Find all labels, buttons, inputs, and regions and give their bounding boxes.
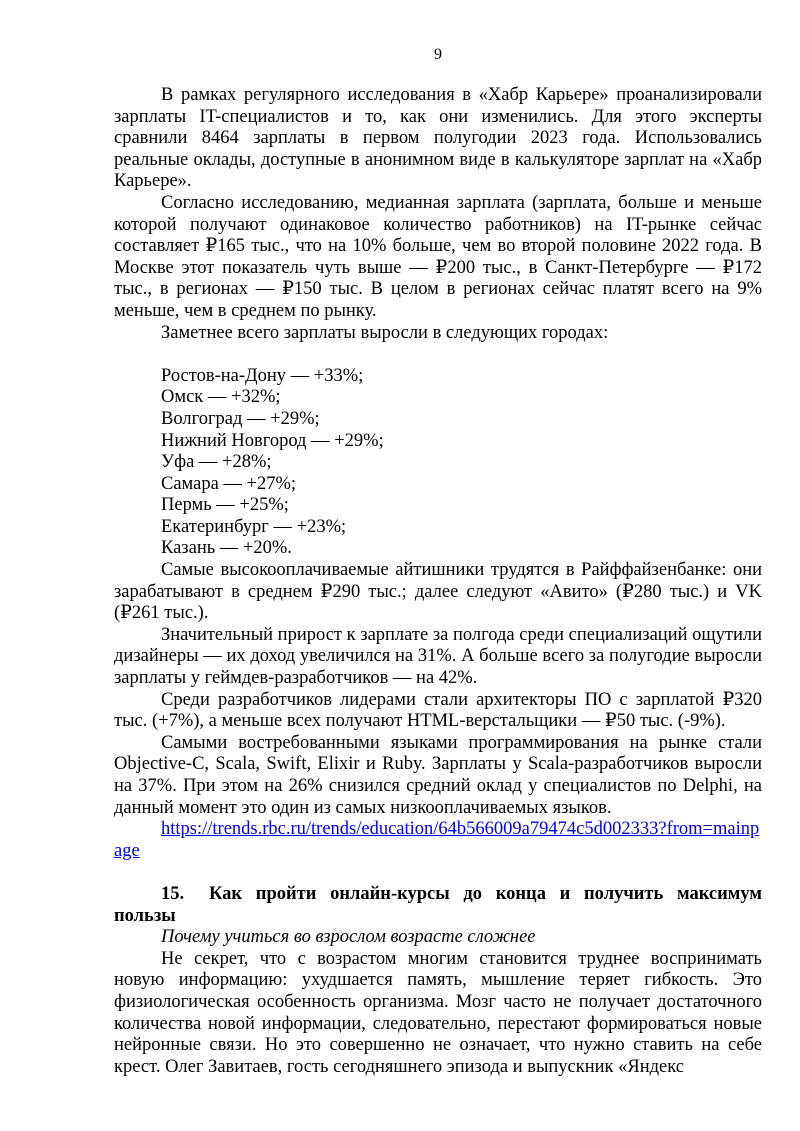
list-item: Омск — +32%; xyxy=(161,387,281,408)
list-item: Самара — +27%; xyxy=(161,473,297,494)
list-item: Пермь — +25%; xyxy=(161,495,289,516)
page-number: 9 xyxy=(434,46,442,63)
section-subtitle: Почему учиться во взрослом возрасте сложнее xyxy=(161,927,536,948)
source-link-paragraph xyxy=(114,819,762,862)
blank-line xyxy=(114,344,762,366)
list-item: Уфа — +28%; xyxy=(161,452,272,473)
list-item: Волгоград — +29%; xyxy=(161,408,320,429)
section-heading xyxy=(114,884,762,927)
list-item: Ростов-на-Дону — +33%; xyxy=(161,365,364,386)
section-title: Как пройти онлайн-курсы до конца и получить максимум пользы xyxy=(114,883,762,926)
city-growth-list xyxy=(114,366,762,560)
paragraph-top-employers: Самые высокооплачиваемые айтишники трудятся в Райффайзенбанке: они зарабатывают в среднем ₽290 тыс.; далее следуют «Авито» (₽280 тыс.) и VK (₽261 тыс.). xyxy=(114,560,762,624)
paragraph-intro: В рамках регулярного исследования в «Хабр Карьере» проанализировали зарплаты IT-специалистов и то, как они изменились. Для этого эксперты сравнили 8464 зарплаты в первом полугодии 2023 года. Использовались реальные оклады, доступные в анонимном виде в калькуляторе зарплат на «Хабр Карьере». xyxy=(114,85,762,192)
body-text xyxy=(114,85,762,1078)
source-link[interactable]: https://trends.rbc.ru/trends/education/64b566009a79474c5d002333?from=mainpage xyxy=(114,819,760,861)
list-item: Казань — +20%. xyxy=(161,538,292,559)
section-number: 15. xyxy=(161,883,185,904)
paragraph-developers: Среди разработчиков лидерами стали архитекторы ПО с зарплатой ₽320 тыс. (+7%), а меньше всех получают HTML-верстальщики — ₽50 тыс. (-9%). xyxy=(114,689,762,732)
list-item: Нижний Новгород — +29%; xyxy=(161,430,384,451)
paragraph-adult-learning: Не секрет, что с возрастом многим становится труднее воспринимать новую информацию: ухудшается память, мышление теряет гибкость. Это физиологическая особенность организма. Мозг часто не получает достаточного количества новой информации, следовательно, перестают формироваться новые нейронные связи. Но это совершенно не означает, что нужно ставить на себе крест. Олег Завитаев, гость сегодняшнего эпизода и выпускник «Яндекс xyxy=(114,948,762,1077)
paragraph-cities-intro: Заметнее всего зарплаты выросли в следующих городах: xyxy=(161,322,609,343)
paragraph-median-salary: Согласно исследованию, медианная зарплата (зарплата, больше и меньше которой получают одинаковое количество работников) на IT-рынке сейчас составляет ₽165 тыс., что на 10% больше, чем во второй половине 2022 года. В Москве этот показатель чуть выше — ₽200 тыс., в Санкт-Петербурге — ₽172 тыс., в регионах — ₽150 тыс. В целом в регионах сейчас платят всего на 9% меньше, чем в среднем по рынку. xyxy=(114,192,762,321)
paragraph-specializations: Значительный прирост к зарплате за полгода среди специализаций ощутили дизайнеры — их доход увеличился на 31%. А больше всего за полугодие выросли зарплаты у геймдев-разработчиков — на 42%. xyxy=(114,624,762,689)
list-item: Екатеринбург — +23%; xyxy=(161,516,347,537)
paragraph-languages: Самыми востребованными языками программирования на рынке стали Objective-C, Scala, Swift, Elixir и Ruby. Зарплаты у Scala-разработчиков выросли на 37%. При этом на 26% снизился средний оклад у специалистов по Delphi, на данный момент это один из самых низкооплачиваемых языков. xyxy=(114,732,762,818)
